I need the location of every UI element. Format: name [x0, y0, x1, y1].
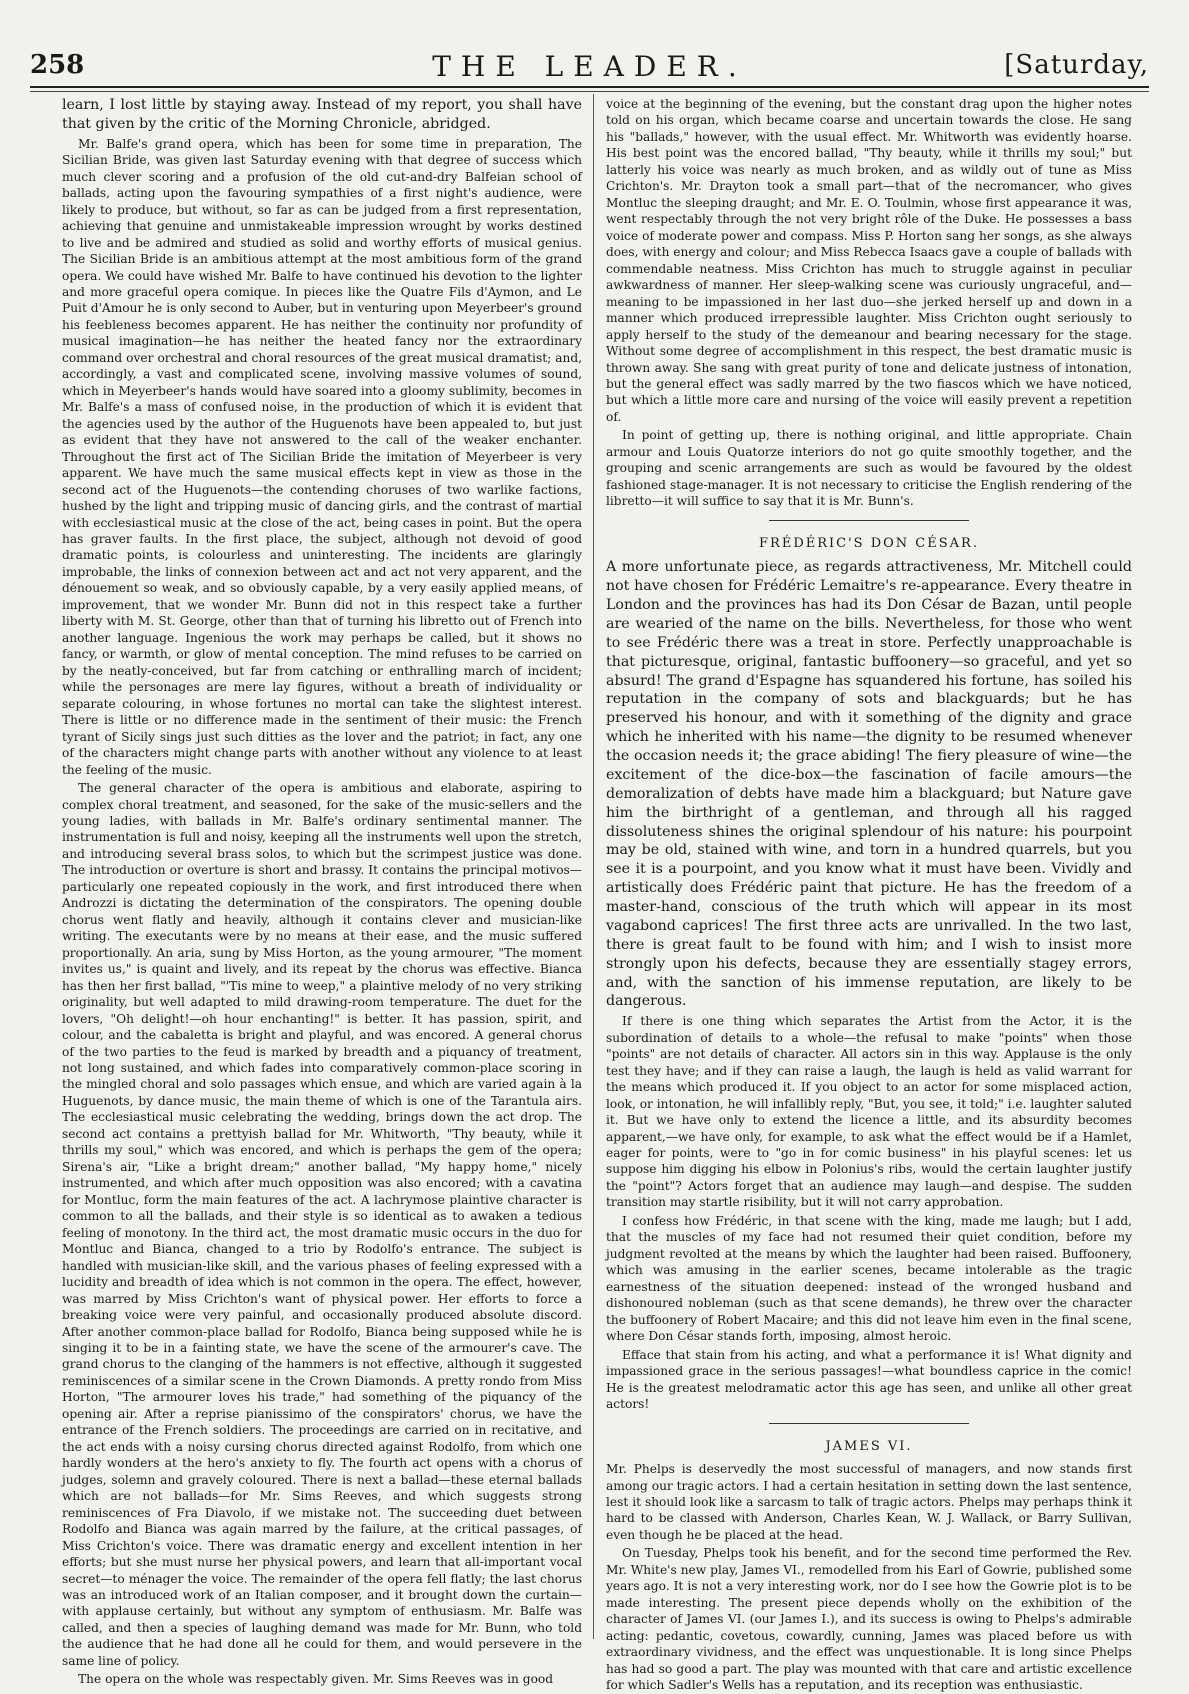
article-paragraph: If there is one thing which separates the Artist from the Actor, it is the subordination of details to a whole—the refusal to make "points" when those "points" are not details of character. All actors sin in this way. Applause is the only test they have; and if they can raise a laugh, the laugh is held as valid warrant for the means which produced it. If you object to an actor for some misplaced action, look, or intonation, he will infallibly reply, "But, you see, it told;" i.e. laughter saluted it. But we have only to extend the licence a little, and its absurdity becomes apparent,—we have only, for example, to ask what the effect would be if a Hamlet, eager for points, were to "go in for comic business" in his playful scenes: let us suppose him digging his elbow in Polonius's ribs, would the certain laughter justify the "point"? Actors forget that an audience may laugh—and despise. The sudden transition may startle risibility, but it will not carry approbation. [606, 1014, 1132, 1210]
article-paragraph: The general character of the opera is ambitious and elaborate, aspiring to complex choral treatment, and seasoned, for the sake of the music-sellers and the young ladies, with ballads in Mr. Balfe's ordinary sentimental manner. The instrumentation is full and noisy, keeping all the instruments well upon the stretch, and introducing several brass solos, to which but the scrimpest justice was done. The introduction or overture is short and brassy. It contains the principal motivos—particularly one repeated copiously in the work, and first introduced there when Androzzi is dictating the determination of the conspirators. The opening double chorus went flatly and heavily, although it contains clever and musician-like writing. The executants were by no means at their ease, and the music suffered proportionally. An aria, sung by Miss Horton, as the young armourer, "The moment invites us," is quaint and lively, and its repeat by the chorus was effective. Bianca has then her first ballad, "'Tis mine to weep," a plaintive melody of no very striking originality, but well adapted to mild drawing-room temperature. The duet for the lovers, "Oh delight!—oh hour enchanting!" is better. It has passion, spirit, and colour, and the cabaletta is bright and playful, and was encored. A general chorus of the two parties to the feud is marked by breadth and a piquancy of treatment, not long sustained, and which fades into comparatively common-place scoring in the mingled choral and solo passages which ensue, and which are varied again à la Huguenots, by dance music, the main theme of which is one of the Tarantula airs. The ecclesiastical music celebrating the wedding, brings down the act drop. The second act contains a prettyish ballad for Mr. Whitworth, "Thy beauty, while it thrills my soul," which was encored, and which is perhaps the gem of the opera; Sirena's air, "Like a bright dream;" another ballad, "My happy home," nicely instrumented, and which after much opposition was also encored; with a cavatina for Montluc, form the main features of the act. A lachrymose plaintive character is common to all the ballads, and their style is so identical as to awaken a tedious feeling of monotony. In the third act, the most dramatic music occurs in the duo for Montluc and Bianca, changed to a trio by Rodolfo's entrance. The subject is handled with musician-like skill, and the various phases of feeling expressed with a lucidity and breadth of idea which is not common in the opera. The effect, however, was marred by Miss Crichton's want of physical power. Her efforts to force a breaking voice were very painful, and occasionally produced absolute discord. After another common-place ballad for Rodolfo, Bianca being supposed while he is singing it to be in a fainting state, we have the scene of the armourer's cave. The grand chorus to the clanging of the hammers is not effective, although it suggested reminiscences of a similar scene in the Crown Diamonds. A pretty rondo from Miss Horton, "The armourer loves his trade," had something of the piquancy of the opening air. After a reprise pianissimo of the conspirators' chorus, we have the entrance of the French soldiers. The proceedings are carried on in recitative, and the act ends with a noisy cursing chorus directed against Rodolfo, from which one hardly wonders at the hero's anxiety to fly. The fourth act opens with a chorus of judges, solemn and gravely coloured. There is next a ballad—these eternal ballads which are not ballads—for Mr. Sims Reeves, and which suggests strong reminiscences of Fra Diavolo, if we mistake not. The succeeding duet between Rodolfo and Bianca was again marred by the failure, at the critical passages, of Miss Crichton's voice. There was dramatic energy and excellent intention in her efforts; but she must nurse her physical powers, and learn that all-important vocal secret—to ménager the voice. The remainder of the opera fell flatly; the last chorus was an introduced work of an Italian composer, and it brought down the curtain—with applause certainly, but without any symptom of enthusiasm. Mr. Balfe was called, and then a species of laughing demand was made for Mr. Bunn, who told the audience that he had done all he could for them, and would persevere in the same line of policy. [62, 781, 582, 1668]
article-paragraph: voice at the beginning of the evening, but the constant drag upon the higher notes told on his organ, which became coarse and uncertain towards the close. He sang his "ballads," however, with the usual effect. Mr. Whitworth was evidently hoarse. His best point was the encored ballad, "Thy beauty, while it thrills my soul;" but latterly his voice was nearly as much broken, and as wildly out of tune as Miss Crichton's. Mr. Drayton took a small part—that of the necromancer, who gives Montluc the sleeping draught; and Mr. E. O. Toulmin, whose first appearance it was, went respectably through the not very bright rôle of the Duke. He possesses a bass voice of moderate power and compass. Miss P. Horton sang her songs, as she always does, with energy and colour; and Miss Rebecca Isaacs gave a couple of ballads with commendable neatness. Miss Crichton has much to struggle against in peculiar awkwardness of manner. Her sleep-walking scene was curiously ungraceful, and—meaning to be impassioned in her last duo—she jerked herself up and down in a manner which produced irrepressible laughter. Miss Crichton ought seriously to apply herself to the study of the demeanour and bearing necessary for the stage. Without some degree of accomplishment in this respect, the best dramatic music is thrown away. She sang with great purity of tone and delicate justness of intonation, but the general effect was sadly marred by the two fiascos which we have noticed, but which a little more care and nursing of the voice will easily prevent a repetition of. [606, 97, 1132, 424]
article-paragraph: A more unfortunate piece, as regards attractiveness, Mr. Mitchell could not have chosen for Frédéric Lemaitre's re-appearance. Every theatre in London and the provinces has had its Don César de Bazan, until people are wearied of the name on the bills. Nevertheless, for those who went to see Frédéric there was a treat in store. Perfectly unapproachable is that picturesque, original, fantastic buffoonery—so graceful, and yet so absurd! The grand d'Espagne has squandered his fortune, has soiled his reputation in the company of sots and blackguards; but he has preserved his honour, and with it something of the dignity and grace which he inherited with his name—the dignity to be resumed whenever the occasion needs it; the grace abiding! The fiery pleasure of wine—the excitement of the dice-box—the fascination of facile amours—the demoralization of debts have made him a blackguard; but Nature gave him the birthright of a gentleman, and through all his ragged dissoluteness shines the original splendour of his nature: his pourpoint may be old, stained with wine, and torn in a hundred quarrels, but you see it is a pourpoint, and you know what it must have been. Vividly and artistically does Frédéric paint that picture. He has the freedom of a master-hand, conscious of the truth which will appear in its most vagabond caprices! The first three acts are unrivalled. In the two last, there is great fault to be found with him; and I wish to insist more strongly upon his defects, because they are essentially stagey errors, and, with the sanction of his immense reputation, are likely to be dangerous. [606, 559, 1132, 1010]
column-divider [593, 94, 594, 1639]
section-heading-don-cesar: FRÉDÉRIC'S DON CÉSAR. [759, 535, 979, 551]
section-rule [769, 520, 969, 521]
newspaper-title: THE LEADER. [432, 50, 747, 83]
right-column [606, 96, 1132, 1693]
issue-day: [Saturday, [1004, 50, 1149, 80]
article-paragraph: I confess how Frédéric, in that scene with the king, made me laugh; but I add, that the muscles of my face had not resumed their quiet condition, before my judgment revolted at the means by which the laughter had been raised. Buffoonery, which was amusing in the earlier scenes, became intolerable as the tragic earnestness of the situation deepened: instead of the wronged husband and dishonoured nobleman (such as that scene demands), he threw over the character the buffoonery of Robert Macaire; and this did not leave him even in the final scene, where Don César stands forth, imposing, almost heroic. [606, 1213, 1132, 1344]
left-column [62, 96, 582, 1687]
article-paragraph: Mr. Balfe's grand opera, which has been for some time in preparation, The Sicilian Bride, was given last Saturday evening with that degree of success which much clever scoring and a profusion of the old cut-and-dry Balfeian school of ballads, acting upon the favouring sympathies of a first night's audience, were likely to produce, but without, so far as can be judged from a first representation, achieving that genuine and unmistakeable impression wrought by works destined to live and be admired and studied as solid and worthy efforts of musical genius. The Sicilian Bride is an ambitious attempt at the most ambitious form of the grand opera. We could have wished Mr. Balfe to have continued his devotion to the lighter and more graceful opera comique. In pieces like the Quatre Fils d'Aymon, and Le Puit d'Amour he is only second to Auber, but in venturing upon Meyerbeer's ground his feebleness becomes apparent. He has neither the continuity nor profundity of musical imagination—he has neither the heated fancy nor the extraordinary command over orchestral and choral resources of the great musical dramatist; and, accordingly, a vast and complicated scene, involving massive volumes of sound, which in Meyerbeer's hands would have soared into a gloomy sublimity, becomes in Mr. Balfe's a mass of confused noise, in the production of which it is evident that the agencies used by the author of the Huguenots have been appealed to, but just as evident that they have not answered to the call of the weaker enchanter. Throughout the first act of The Sicilian Bride the imitation of Meyerbeer is very apparent. We have much the same musical effects kept in view as those in the second act of the Huguenots—the contending choruses of two warlike factions, hushed by the light and tripping music of dancing girls, and the contrast of martial with ecclesiastical music at the close of the act, being cases in point. But the opera has graver faults. In the first place, the subject, although not devoid of good dramatic points, is colourless and uninteresting. The incidents are glaringly improbable, the links of connexion between act and act not very apparent, and the dénouement so weak, and so obviously capable, by a very easily applied means, of improvement, that we wonder Mr. Bunn did not in this respect take a further liberty with M. St. George, other than that of turning his libretto out of French into another language. Ingenious the work may perhaps be called, but it shows no fancy, or warmth, or glow of mental conception. The mind refuses to be carried on by the neatly-conceived, but far from catching or enthralling march of incident; while the personages are mere lay figures, without a breath of individuality or separate colouring, in whose fortunes no mortal can take the slightest interest. There is little or no difference made in the sentiment of their music: the French tyrant of Sicily sings just such ditties as the lover and the patriot; in fact, any one of the characters might change parts with another without any violence to at least the feeling of the music. [62, 136, 582, 777]
article-paragraph: learn, I lost little by staying away. Instead of my report, you shall have that given by the critic of the Morning Chronicle, abridged. [62, 97, 582, 132]
masthead-rule [30, 91, 1149, 92]
article-paragraph: On Tuesday, Phelps took his benefit, and for the second time performed the Rev. Mr. White's new play, James VI., remodelled from his Earl of Gowrie, published some years ago. It is not a very interesting work, nor do I see how the Gowrie plot is to be made interesting. The present piece depends wholly on the exhibition of the character of James VI. (our James I.), and its success is owing to Phelps's admirable acting: pedantic, covetous, cowardly, cunning, James was placed before us with extraordinary vividness, and the effect was unquestionable. It is long since Phelps has had so good a part. The play was mounted with that care and artistic excellence for which Sadler's Wells has a reputation, and its reception was enthusiastic. [606, 1546, 1132, 1693]
article-paragraph: The opera on the whole was respectably given. Mr. Sims Reeves was in good [78, 1672, 554, 1687]
masthead [30, 50, 1149, 88]
article-paragraph: In point of getting up, there is nothing original, and little appropriate. Chain armour and Louis Quatorze interiors do not go quite smoothly together, and the grouping and scenic arrangements are such as would be favoured by the oldest fashioned stage-manager. It is not necessary to criticise the English rendering of the libretto—it will suffice to say that it is Mr. Bunn's. [606, 428, 1132, 509]
article-paragraph: Mr. Phelps is deservedly the most successful of managers, and now stands first among our tragic actors. I had a certain hesitation in setting down the last sentence, lest it should look like a sarcasm to talk of tragic actors. Phelps may perhaps think it hard to be classed with Anderson, Charles Kean, W. J. Wallack, or Barry Sullivan, even though he be placed at the head. [606, 1462, 1132, 1542]
article-paragraph: Efface that stain from his acting, and what a performance it is! What dignity and impassioned grace in the serious passages!—what boundless caprice in the comic! He is the greatest melodramatic actor this age has seen, and unlike all other great actors! [606, 1347, 1132, 1412]
section-heading-james-vi: JAMES VI. [825, 1438, 913, 1454]
page-number: 258 [30, 50, 85, 80]
section-rule [769, 1423, 969, 1424]
